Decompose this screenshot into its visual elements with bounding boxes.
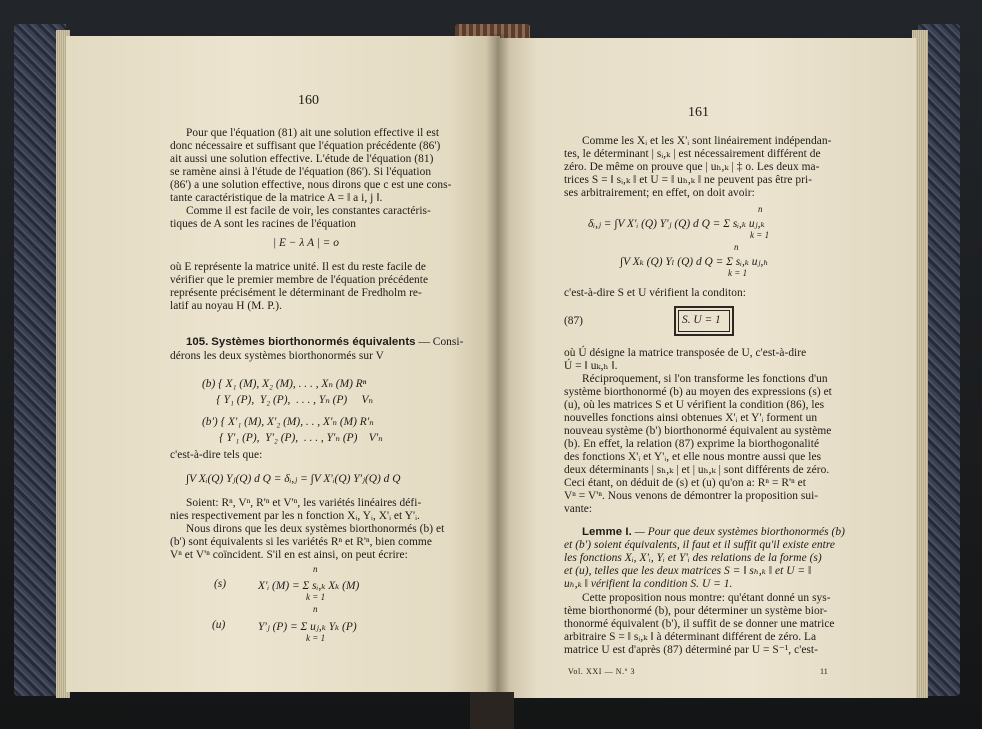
text-line: se ramène ainsi à l'étude de l'équation (86'). Si l'équation: [170, 166, 432, 178]
lemma-line: et (b') soient équivalents, il faut et il suffit qu'il existe entre: [564, 539, 835, 551]
right-page: [496, 38, 916, 698]
system-b-line-2: { Y₁ (P), Y₂ (P), . . . , Yₙ (P) Vₙ: [202, 394, 374, 406]
sum-bottom: k = 1: [306, 592, 326, 602]
characteristic-equation: | E − λ A | = o: [273, 237, 339, 249]
equation-87-box: [674, 306, 734, 336]
text-line: des fonctions X'ᵢ et Y'ᵢ, et elle nous montre aussi que les: [564, 451, 822, 463]
text-line: c'est-à-dire tels que:: [170, 449, 263, 461]
text-line: où Ú désigne la matrice transposée de U, c'est-à-dire: [564, 347, 807, 359]
page-number: 161: [688, 105, 709, 120]
sum-top: n: [313, 564, 318, 574]
text-line: c'est-à-dire S et U vérifient la conditon:: [564, 287, 746, 299]
text-line: tiques de A sont les racines de l'équation: [170, 218, 357, 230]
text-line: latif au noyau H (M. P.).: [170, 300, 282, 312]
left-page: [66, 36, 500, 692]
lemma-line: les fonctions Xᵢ, X'ᵢ, Yᵢ et Y'ᵢ des relations de la forme (s): [564, 552, 822, 564]
sum-bottom: k = 1: [728, 268, 748, 278]
footer-volume: Vol. XXI — N.º 3: [568, 667, 636, 676]
equation-s-label: (s): [214, 578, 227, 590]
text-line: (u), où les matrices S et U vérifient la condition (86), les: [564, 399, 825, 411]
section-number: 105.: [186, 336, 209, 348]
equation-2: ∫V Xₖ (Q) Yₗ (Q) d Q = Σ sᵢ,ₖ uⱼ,ₕ: [620, 256, 769, 268]
section-rest: — Consi-: [418, 336, 464, 348]
text-line: où E représente la matrice unité. Il est du reste facile de: [170, 261, 426, 273]
lemma-line: [582, 526, 845, 539]
equation-1: δᵢ,ⱼ = ∫V X'ᵢ (Q) Y'ⱼ (Q) d Q = Σ sᵢ,ₖ uⱼ,ₖ: [588, 218, 765, 230]
system-bp-line-1: (b') { X'₁ (M), X'₂ (M), . . , X'ₙ (M) R'ₙ: [202, 416, 374, 428]
page-number: 160: [298, 93, 319, 108]
text-line: ses arbitrairement; en effet, on doit avoir:: [564, 187, 755, 199]
text-line: Comme les Xᵢ et les X'ᵢ sont linéairement indépendan-: [582, 135, 832, 147]
text-line: ait aussi une solution effective. L'étude de l'équation (81): [170, 153, 434, 165]
text-line: (b). En effet, la relation (87) exprime la biorthogonalité: [564, 438, 820, 450]
lemma-line: et (u), telles que les deux matrices S = ‖ sₕ,ₖ ‖ et U = ‖: [564, 565, 812, 577]
text-line: tème biorthonormé (b), pour déterminer un système bior-: [564, 605, 828, 617]
text-line: vante:: [564, 503, 593, 515]
text-line: nouveau système (b') biorthonormé équivalent au système: [564, 425, 832, 437]
sum-top: n: [313, 604, 318, 614]
text-line: donc nécessaire et suffisant que l'équation précédente (86'): [170, 140, 441, 152]
lemma-title: Lemme I.: [582, 526, 632, 538]
section-heading: [186, 336, 463, 349]
text-line: Vⁿ = V'ⁿ. Nous venons de démontrer la proposition sui-: [564, 490, 819, 502]
system-bp-line-2: { Y'₁ (P), Y'₂ (P), . . . , Y'ₙ (P) V'ₙ: [202, 432, 383, 444]
text-line: nouvelles fonctions ainsi obtenues X'ᵢ et Y'ᵢ forment un: [564, 412, 818, 424]
sum-top: n: [758, 204, 763, 214]
lemma-text: — Pour que deux systèmes biorthonormés (b): [634, 526, 845, 538]
text-line: zéro. De même on prouve que | uₕ,ₖ | ‡ o. Les deux ma-: [564, 161, 820, 173]
text-line: tes, le déterminant | sᵢ,ₖ | est nécessairement différent de: [564, 148, 821, 160]
text-line: trices S = ‖ sᵢ,ₖ ‖ et U = ‖ uₕ,ₖ ‖ ne peuvent pas être pri-: [564, 174, 813, 186]
text-line: deux déterminants | sₕ,ₖ | et | uₕ,ₖ | sont différents de zéro.: [564, 464, 830, 476]
text-line: Nous dirons que les deux systèmes biorthonormés (b) et: [186, 523, 445, 535]
text-line: vérifier que le premier membre de l'équation précédente: [170, 274, 429, 286]
text-line: arbitraire S = ‖ sᵢ,ₖ ‖ à déterminant différent de zéro. La: [564, 631, 817, 643]
text-line: thonormé équivalent (b'), il suffit de se donner une matrice: [564, 618, 835, 630]
text-line: (b') sont équivalents si les variétés Rⁿ et R'ⁿ, bien comme: [170, 536, 432, 548]
text-line: nies respectivement par les n fonction Xᵢ, Yᵢ, X'ᵢ et Y'ᵢ.: [170, 510, 420, 522]
text-line: Ceci étant, on déduit de (s) et (u) qu'on a: Rⁿ = R'ⁿ et: [564, 477, 806, 489]
system-b-line-1: (b) { X₁ (M), X₂ (M), . . . , Xₙ (M) Rⁿ: [202, 378, 367, 390]
book-spine-foot: [470, 692, 514, 729]
footer-signature: 11: [820, 667, 828, 676]
text-line: matrice U est d'après (87) déterminé par U = S⁻¹, c'est-: [564, 644, 818, 656]
text-line: dérons les deux systèmes biorthonormés sur V: [170, 350, 384, 362]
equation-87: S. U = 1: [682, 314, 721, 326]
text-line: système biorthonormé (b) au moyen des expressions (s) et: [564, 386, 832, 398]
sum-top: n: [734, 242, 739, 252]
text-line: tante caractéristique de la matrice A = ‖ a i, j ‖.: [170, 192, 383, 204]
text-line: (86') a une solution effective, nous dirons que c est une cons-: [170, 179, 452, 191]
section-title: Systèmes biorthonormés équivalents: [211, 336, 416, 348]
text-line: représente précisément le déterminant de Fredholm re-: [170, 287, 422, 299]
equation-u: Y'ⱼ (P) = Σ uⱼ,ₖ Yₖ (P): [258, 621, 357, 633]
text-line: Cette proposition nous montre: qu'étant donné un sys-: [582, 592, 831, 604]
equation-87-label: (87): [564, 315, 583, 327]
text-line: Pour que l'équation (81) ait une solution effective il est: [186, 127, 440, 139]
text-line: Soient: Rⁿ, Vⁿ, R'ⁿ et V'ⁿ, les variétés linéaires défi-: [186, 497, 422, 509]
book-gutter: [486, 34, 510, 696]
text-line: Comme il est facile de voir, les constantes caractéris-: [186, 205, 431, 217]
sum-bottom: k = 1: [306, 633, 326, 643]
text-line: Ú = ‖ uₖ,ₕ ‖.: [564, 360, 618, 372]
text-line: Vⁿ et V'ⁿ coïncident. S'il en est ainsi, on peut écrire:: [170, 549, 408, 561]
orthonormality-equation: ∫V Xᵢ(Q) Yⱼ(Q) d Q = δᵢ,ⱼ = ∫V X'ᵢ(Q) Y'ⱼ(Q) d Q: [186, 473, 401, 485]
equation-s: X'ᵢ (M) = Σ sᵢ,ₖ Xₖ (M): [258, 580, 360, 592]
text-line: Réciproquement, si l'on transforme les fonctions d'un: [582, 373, 828, 385]
lemma-line: uₕ,ₖ ‖ vérifient la condition S. U = 1.: [564, 578, 733, 590]
equation-u-label: (u): [212, 619, 226, 631]
sum-bottom: k = 1: [750, 230, 770, 240]
